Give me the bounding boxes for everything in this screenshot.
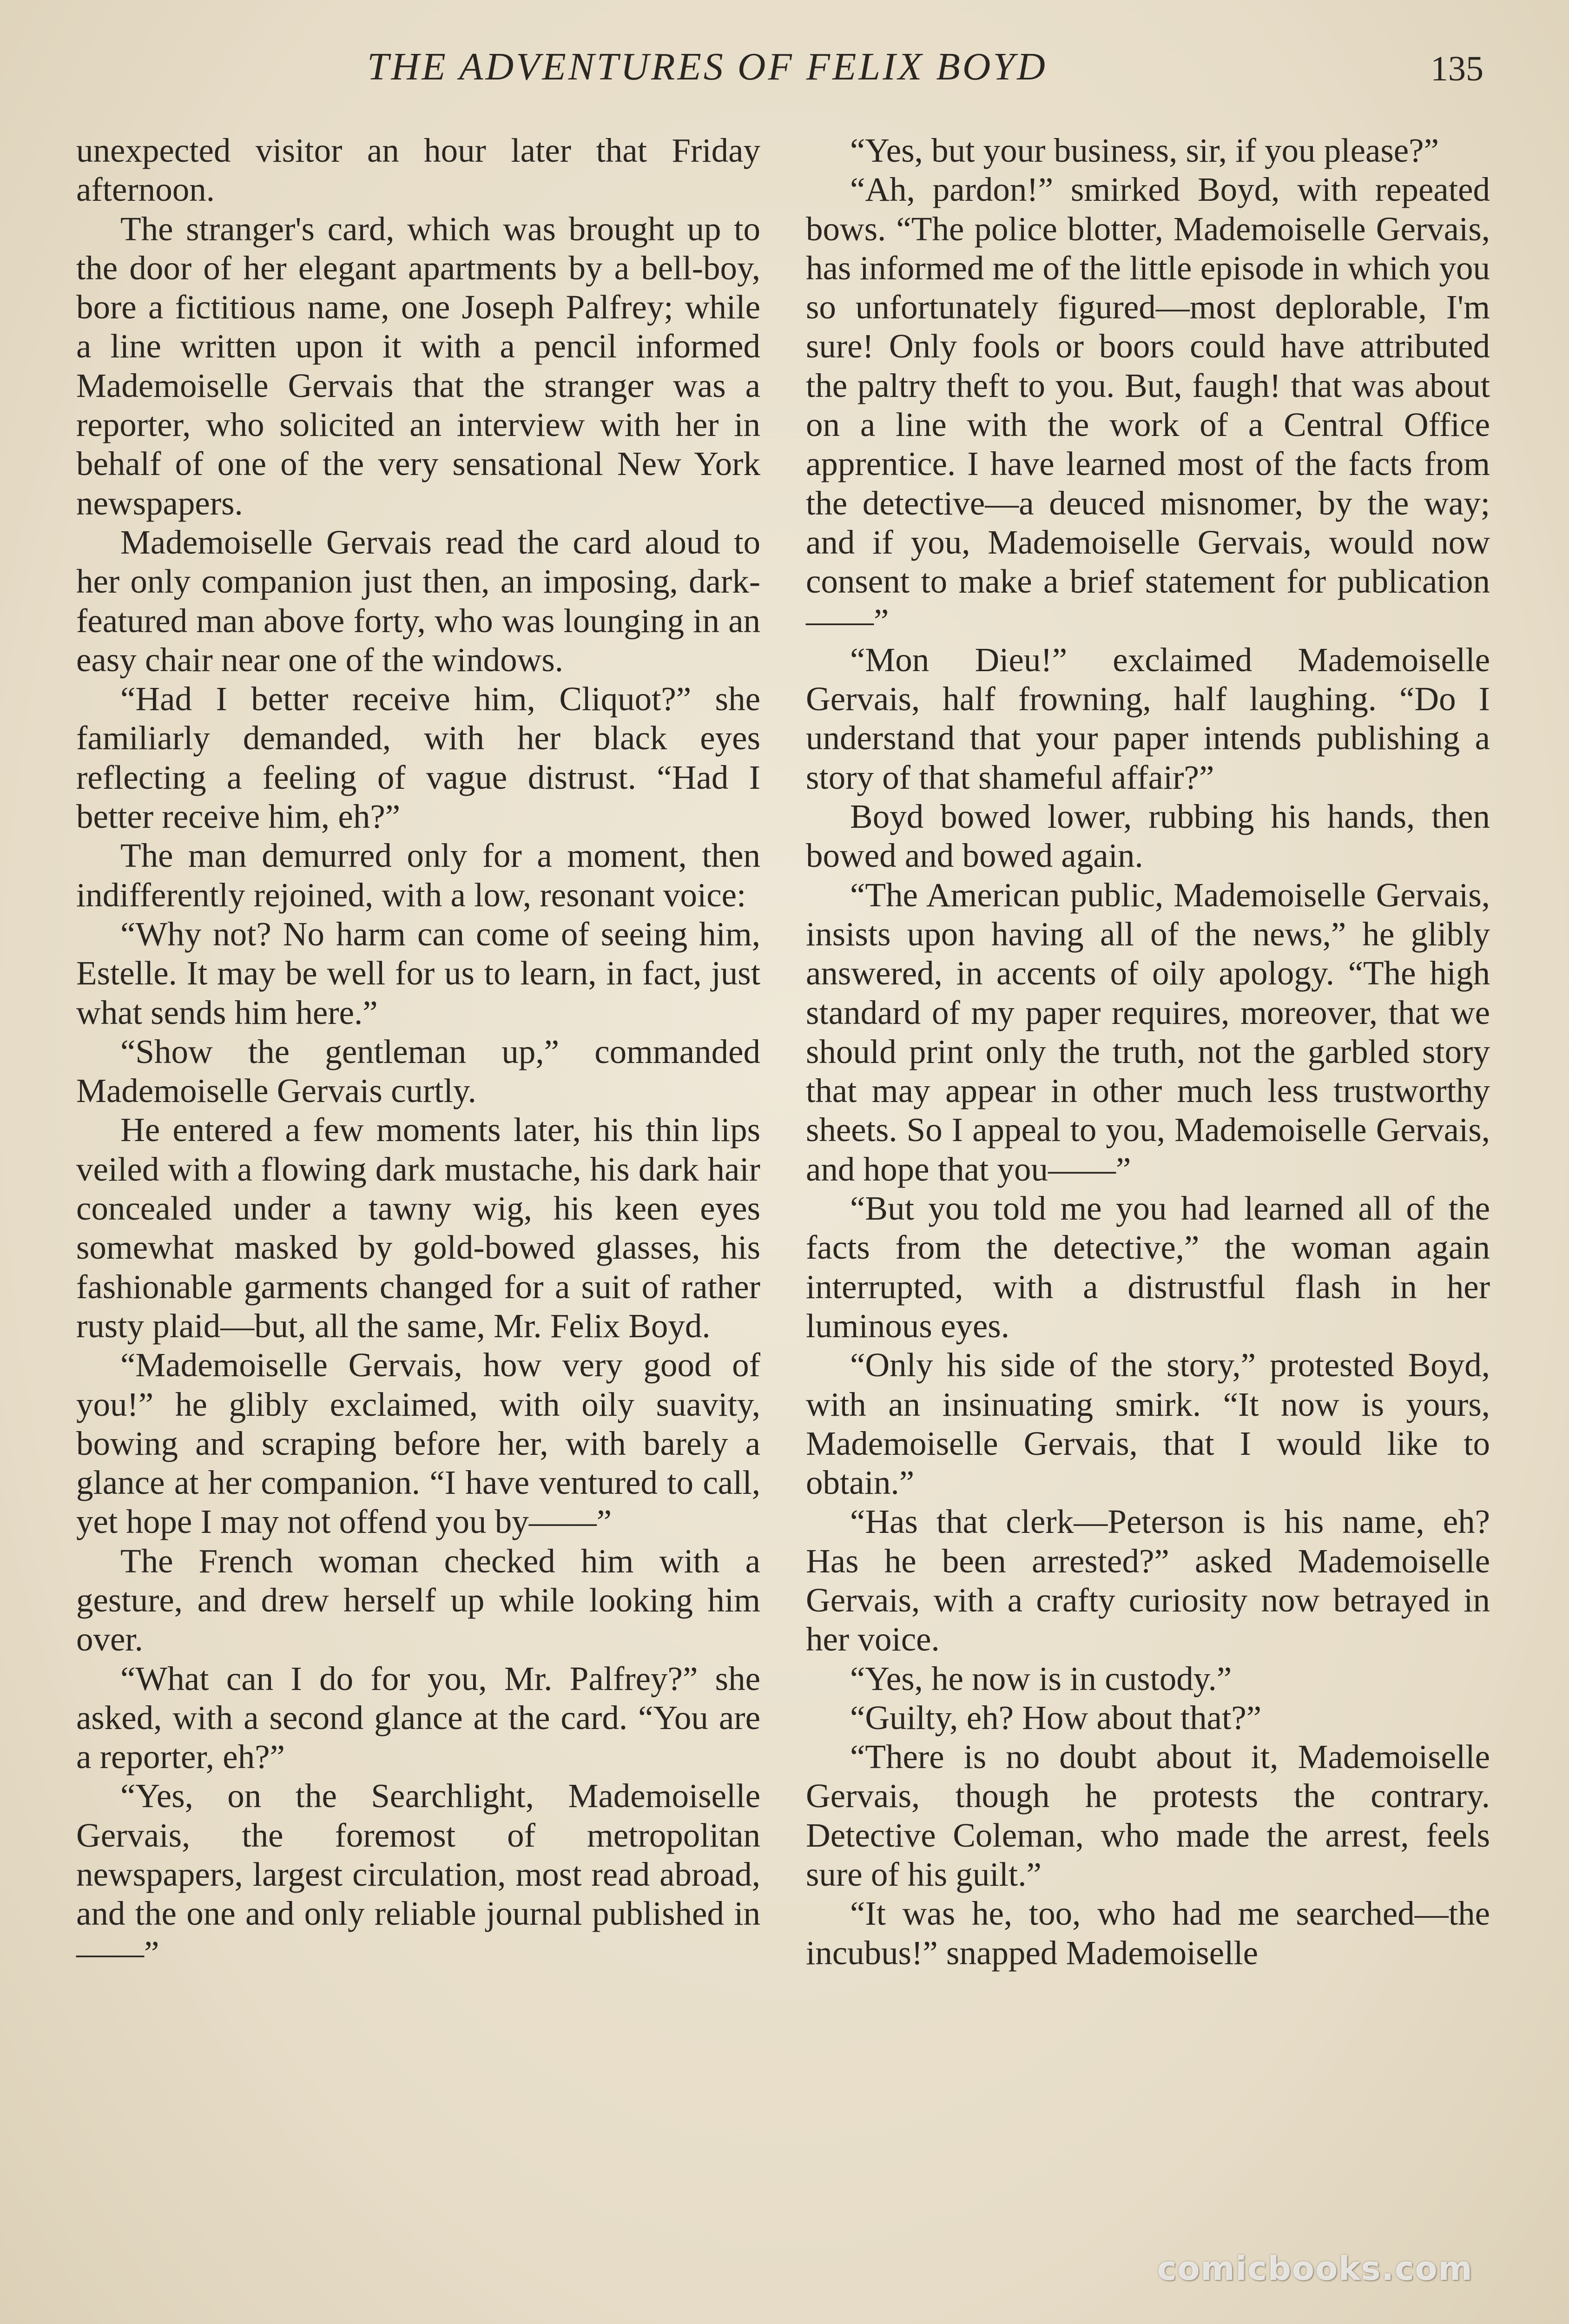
paragraph: unexpected visitor an hour later that Friday afternoon. (76, 132, 760, 209)
paragraph: “Had I better receive him, Cliquot?” she familiarly demanded, with her black eyes reflecting a feeling of vague distrust. “Had I better receive him, eh?” (76, 680, 760, 836)
paragraph: “Yes, he now is in custody.” (850, 1659, 1232, 1697)
paragraph: “Has that clerk—Peterson is his name, eh? Has he been arrested?” asked Mademoiselle Gervais, with a crafty curiosity now betrayed in her voice. (806, 1503, 1490, 1658)
page-number: 135 (1431, 49, 1483, 88)
running-header (0, 44, 1569, 100)
paragraph: The stranger's card, which was brought up to the door of her elegant apartments by a bell-boy, bore a fictitious name, one Joseph Palfrey; while a line written upon it with a pencil informed Mademoiselle Gervais that the stranger was a reporter, who solicited an interview with her in behalf of one of the very sensational New York newspapers. (76, 210, 760, 522)
paragraph: “Ah, pardon!” smirked Boyd, with repeated bows. “The police blotter, Mademoiselle Gervais, has informed me of the little episode in which you so unfortunately figured—most deplorable, I'm sure! Only fools or boors could have attributed the paltry theft to you. But, faugh! that was about on a line with the work of a Central Office apprentice. I have learned most of the facts from the detective—a deuced misnomer, by the way; and if you, Mademoiselle Gervais, would now consent to make a brief statement for publication——” (806, 171, 1490, 640)
paragraph: “What can I do for you, Mr. Palfrey?” she asked, with a second glance at the card. “You are a reporter, eh?” (76, 1659, 760, 1776)
paragraph: The man demurred only for a moment, then indifferently rejoined, with a low, resonant voice: (76, 837, 760, 914)
paragraph: “Yes, but your business, sir, if you please?” (850, 132, 1439, 169)
paragraph: “Guilty, eh? How about that?” (850, 1698, 1262, 1736)
paragraph: “The American public, Mademoiselle Gervais, insists upon having all of the news,” he glibly answered, in accents of oily apology. “The high standard of my paper requires, moreover, that we should print only the truth, not the garbled story that may appear in other much less trustworthy sheets. So I appeal to you, Mademoiselle Gervais, and hope that you——” (806, 876, 1490, 1188)
paragraph: “Mon Dieu!” exclaimed Mademoiselle Gervais, half frowning, half laughing. “Do I understand that your paper intends publishing a story of that shameful affair?” (806, 640, 1490, 796)
paragraph: “It was he, too, who had me searched—the incubus!” snapped Mademoiselle (806, 1895, 1490, 1972)
paragraph: “Show the gentleman up,” commanded Mademoiselle Gervais curtly. (76, 1032, 760, 1110)
paragraph: He entered a few moments later, his thin lips veiled with a flowing dark mustache, his dark hair concealed under a tawny wig, his keen eyes somewhat masked by gold-bowed glasses, his fashionable garments changed for a suit of rather rusty plaid—but, all the same, Mr. Felix Boyd. (76, 1111, 760, 1345)
paragraph: “There is no doubt about it, Mademoiselle Gervais, though he protests the contrary. Detective Coleman, who made the arrest, feels sure of his guilt.” (806, 1738, 1490, 1894)
paragraph: Boyd bowed lower, rubbing his hands, then bowed and bowed again. (806, 798, 1490, 875)
paragraph: Mademoiselle Gervais read the card aloud to her only companion just then, an imposing, dark-featured man above forty, who was lounging in an easy chair near one of the windows. (76, 523, 760, 679)
paragraph: “Why not? No harm can come of seeing him, Estelle. It may be well for us to learn, in fact, just what sends him here.” (76, 915, 760, 1031)
paragraph: “But you told me you had learned all of the facts from the detective,” the woman again interrupted, with a distrustful flash in her luminous eyes. (806, 1189, 1490, 1345)
paragraph: “Only his side of the story,” protested Boyd, with an insinuating smirk. “It now is yours, Mademoiselle Gervais, that I would like to obtain.” (806, 1346, 1490, 1502)
paragraph: “Yes, on the Searchlight, Mademoiselle Gervais, the foremost of metropolitan newspapers, largest circulation, most read abroad, and the one and only reliable journal published in——” (76, 1777, 760, 1972)
left-column (76, 131, 760, 1973)
paragraph: “Mademoiselle Gervais, how very good of you!” he glibly exclaimed, with oily suavity, bowing and scraping before her, with barely a glance at her companion. “I have ventured to call, yet hope I may not offend you by——” (76, 1346, 760, 1541)
right-column (806, 131, 1490, 1973)
paragraph: The French woman checked him with a gesture, and drew herself up while looking him over. (76, 1542, 760, 1658)
running-title: THE ADVENTURES OF FELIX BOYD (367, 45, 1048, 88)
watermark: comicbooks.com (1157, 2250, 1473, 2288)
